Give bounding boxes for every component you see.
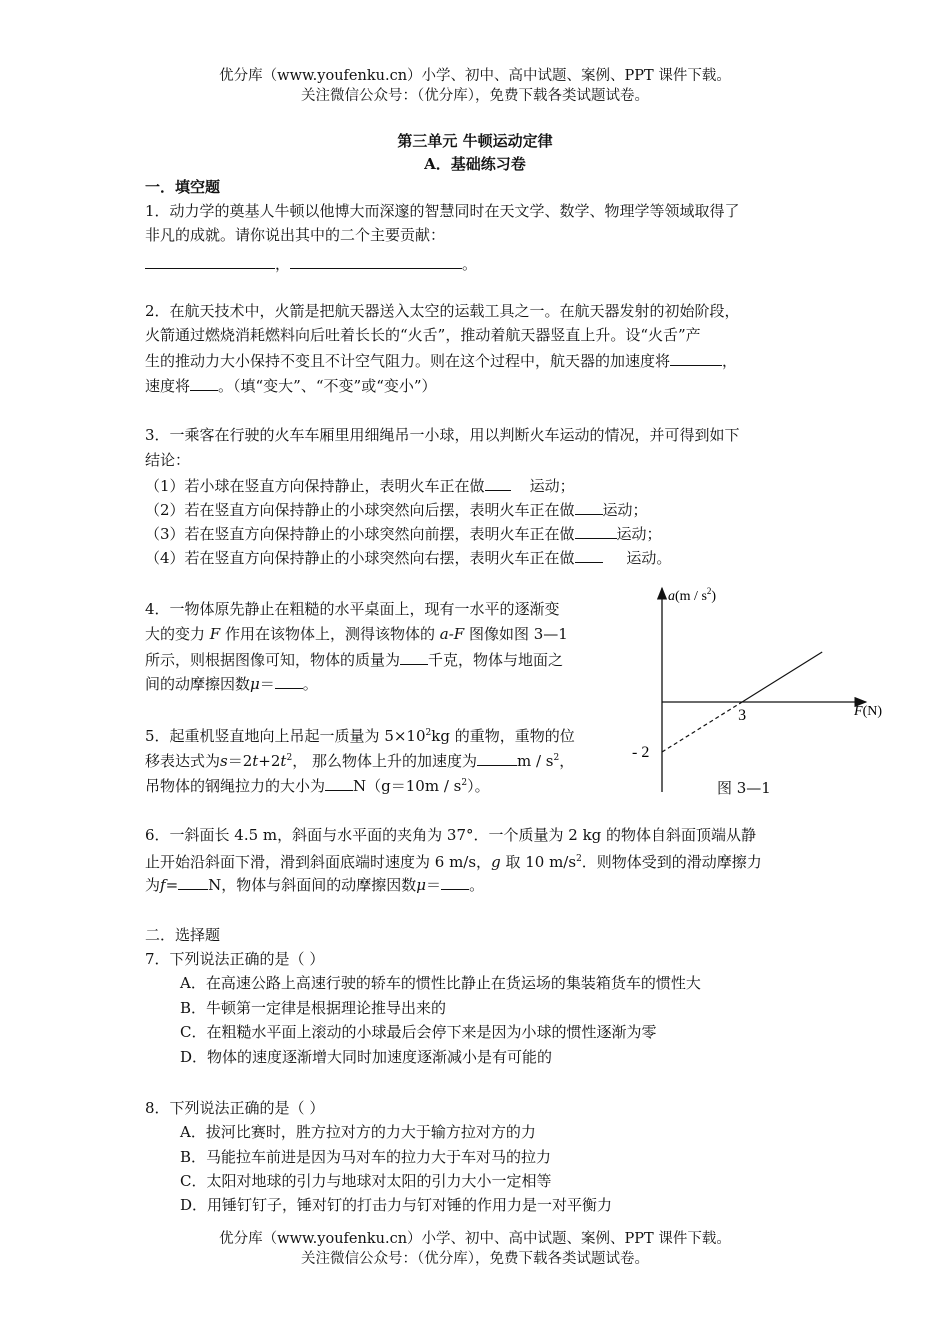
q5-l2-sup2: 2 xyxy=(553,753,560,763)
q7-option-b[interactable]: B．牛顿第一定律是根据理论推导出来的 xyxy=(180,999,447,1017)
q6-l3-c: N，物体与斜面间的动摩擦因数 xyxy=(208,876,417,894)
q2-line-2: 火箭通过燃烧消耗燃料向后吐着长长的“火舌”，推动着航天器竖直上升。设“火舌”产 xyxy=(145,326,701,344)
q3-case-3-text: （3）若在竖直方向保持静止的小球突然向前摆，表明火车正在做 xyxy=(145,525,575,543)
section-1-heading: 一．填空题 xyxy=(145,178,221,196)
q6-l2-sup: 2 xyxy=(576,854,582,864)
y-axis-label: $a(m / s^2)$ xyxy=(668,586,717,604)
q5-line-3 xyxy=(145,772,490,797)
q2-line-3 xyxy=(145,349,737,372)
q5-blank-acceleration[interactable] xyxy=(477,749,517,766)
q4-l3-b: 千克，物体与地面之 xyxy=(428,651,564,669)
q3-case-3 xyxy=(145,522,662,545)
q7-option-d[interactable]: D．物体的速度逐渐增大同时加速度逐渐减小是有可能的 xyxy=(180,1048,553,1066)
q3-case-2-text: （2）若在竖直方向保持静止的小球突然向后摆，表明火车正在做 xyxy=(145,501,575,519)
q6-line-1: 6．一斜面长 4.5 m，斜面与水平面的夹角为 37°．一个质量为 2 kg 的物体自斜面顶端从静 xyxy=(145,826,757,844)
q4-l2-F: F xyxy=(209,625,221,643)
q4-line-3 xyxy=(145,648,563,671)
q6-blank-friction[interactable] xyxy=(178,873,208,890)
series-line-solid xyxy=(742,652,822,702)
q6-l2-c: ．则物体受到的滑动摩擦力 xyxy=(581,853,762,871)
q5-l1-a: 5．起重机竖直地向上吊起一质量为 5×10 xyxy=(145,727,426,745)
q5-l2-t2: t xyxy=(280,752,287,770)
q8-option-c[interactable]: C．太阳对地球的引力与地球对太阳的引力大小一定相等 xyxy=(180,1172,552,1190)
q1-line-2: 非凡的成就。请你说出其中的二个主要贡献： xyxy=(145,226,446,244)
q4-line-4 xyxy=(145,672,318,695)
q4-l2-b: 作用在该物体上，测得该物体的 xyxy=(225,625,436,643)
q5-l2-e: m / s xyxy=(516,752,554,770)
q1-separator: ， xyxy=(275,255,291,273)
q4-blank-mass[interactable] xyxy=(400,648,428,665)
q4-l2-c: 图像如图 3—1 xyxy=(469,625,568,643)
q4-blank-mu[interactable] xyxy=(275,672,303,689)
q5-l2-a: 移表达式为 xyxy=(145,752,221,770)
q3-blank-2[interactable] xyxy=(575,498,603,515)
q4-line-2 xyxy=(145,623,568,645)
q2-blank-acceleration[interactable] xyxy=(670,349,722,366)
header-line-2: 关注微信公众号：（优分库），免费下载各类试题试卷。 xyxy=(301,88,649,104)
figure-caption: 图 3—1 xyxy=(717,779,771,797)
q3-case-2 xyxy=(145,498,648,521)
q1-line-1: 1．动力学的奠基人牛顿以他博大而深邃的智慧同时在天文学、数学、物理学等领域取得了 xyxy=(145,202,740,220)
q7-stem: 7．下列说法正确的是（ ） xyxy=(145,950,325,968)
q2-line-1: 2．在航天技术中，火箭是把航天器送入太空的运载工具之一。在航天器发射的初始阶段， xyxy=(145,302,740,320)
q6-line-2 xyxy=(145,848,762,873)
q1-blank-2[interactable] xyxy=(290,252,462,269)
q7-option-c[interactable]: C．在粗糙水平面上滚动的小球最后会停下来是因为小球的惯性逐渐为零 xyxy=(180,1023,657,1041)
section-2-heading: 二．选择题 xyxy=(145,926,221,944)
q4-l3-a: 所示，则根据图像可知，物体的质量为 xyxy=(145,651,401,669)
q5-l3-c: ）。 xyxy=(467,777,490,795)
q6-l3-d: ＝ xyxy=(426,876,442,894)
q3-case-4-end: 运动。 xyxy=(626,549,672,567)
q3-case-1-text: （1）若小球在竖直方向保持静止，表明火车正在做 xyxy=(145,477,485,495)
q8-stem: 8．下列说法正确的是（ ） xyxy=(145,1099,325,1117)
q6-blank-mu[interactable] xyxy=(441,873,469,890)
q5-l2-b: ＝2 xyxy=(227,752,253,770)
q5-l3-sup: 2 xyxy=(461,778,468,788)
q2-line-4 xyxy=(145,374,437,397)
unit-title: 第三单元 牛顿运动定律 xyxy=(397,132,553,150)
q2-line-3-end: ， xyxy=(722,352,738,370)
y-tick-label: - 2 xyxy=(632,744,650,761)
q6-l3-e: 。 xyxy=(469,876,485,894)
q1-end: 。 xyxy=(462,255,478,273)
q3-case-1 xyxy=(145,474,575,497)
q6-l3-f: f xyxy=(160,876,166,894)
q2-line-3-text: 生的推动力大小保持不变且不计空气阻力。则在这个过程中，航天器的加速度将 xyxy=(145,352,671,370)
q1-blank-1[interactable] xyxy=(145,252,275,269)
q4-line-1: 4．一物体原先静止在粗糙的水平桌面上，现有一水平的逐渐变 xyxy=(145,600,560,618)
q5-l1-sup: 2 xyxy=(425,728,432,738)
q1-answer-line xyxy=(145,252,477,275)
paper-subtitle: A．基础练习卷 xyxy=(424,155,526,173)
figure-3-1-chart xyxy=(630,582,900,797)
q8-option-d[interactable]: D．用锤钉钉子，锤对钉的打击力与钉对锤的作用力是一对平衡力 xyxy=(180,1196,613,1214)
q5-l2-s: s xyxy=(220,752,228,770)
q3-blank-4[interactable] xyxy=(575,546,603,563)
footer-line-1: 优分库（www.youfenku.cn）小学、初中、高中试题、案例、PPT 课件下载。 xyxy=(219,1231,731,1247)
q5-line-1 xyxy=(145,722,575,747)
q5-l2-f: ， xyxy=(559,752,575,770)
q3-line-1: 3．一乘客在行驶的火车车厢里用细绳吊一小球，用以判断火车运动的情况，并可得到如下 xyxy=(145,426,740,444)
q6-l2-a: 止开始沿斜面下滑，滑到斜面底端时速度为 6 m/s， xyxy=(145,853,492,871)
q6-l3-mu: μ xyxy=(416,876,427,894)
series-line-dashed xyxy=(662,702,742,752)
q5-l2-d: ， 那么物体上升的加速度为 xyxy=(292,752,477,770)
q3-case-4 xyxy=(145,546,671,569)
q6-line-3 xyxy=(145,873,484,896)
q4-l4-c: 。 xyxy=(302,675,318,693)
q6-l3-a: 为 xyxy=(145,876,161,894)
header-line-1: 优分库（www.youfenku.cn）小学、初中、高中试题、案例、PPT 课件下载。 xyxy=(219,68,731,84)
q3-case-3-end: 运动； xyxy=(616,525,662,543)
q5-l2-sup: 2 xyxy=(286,753,293,763)
q5-l2-t: t xyxy=(252,752,259,770)
q5-blank-tension[interactable] xyxy=(325,774,353,791)
q2-line-4-start: 速度将 xyxy=(145,377,191,395)
q3-blank-3[interactable] xyxy=(575,522,617,539)
footer-line-2: 关注微信公众号：（优分库），免费下载各类试题试卷。 xyxy=(301,1251,649,1267)
q5-l1-b: kg 的重物，重物的位 xyxy=(431,727,575,745)
q5-line-2 xyxy=(145,747,574,772)
q6-l3-b: = xyxy=(165,876,179,894)
q4-l2-a: 大的变力 xyxy=(145,625,206,643)
q4-l4-b: ＝ xyxy=(259,675,275,693)
x-axis-label: F(N) xyxy=(854,704,882,719)
x-tick-label: 3 xyxy=(738,707,747,724)
q3-case-2-end: 运动； xyxy=(602,501,648,519)
q5-l3-b: N（g＝10m / s xyxy=(353,777,462,795)
q8-option-b[interactable]: B．马能拉车前进是因为马对车的拉力大于车对马的拉力 xyxy=(180,1148,552,1166)
q8-option-a[interactable]: A．拔河比赛时，胜方拉对方的力大于输方拉对方的力 xyxy=(180,1123,536,1141)
q6-l2-b: 取 10 m/s xyxy=(505,853,577,871)
q5-l3-a: 吊物体的钢绳拉力的大小为 xyxy=(145,777,326,795)
q2-blank-velocity[interactable] xyxy=(190,374,218,391)
q4-l4-a: 间的动摩擦因数 xyxy=(145,675,251,693)
q3-blank-1[interactable] xyxy=(485,474,511,491)
q3-case-4-text: （4）若在竖直方向保持静止的小球突然向右摆，表明火车正在做 xyxy=(145,549,575,567)
q5-l2-c: +2 xyxy=(258,752,281,770)
q3-case-1-end: 运动； xyxy=(529,477,575,495)
q4-l4-mu: μ xyxy=(250,675,260,693)
q4-l2-aF: a-F xyxy=(439,625,465,643)
q7-option-a[interactable]: A．在高速公路上高速行驶的轿车的惯性比静止在货运场的集装箱货车的惯性大 xyxy=(180,974,701,992)
q3-line-2: 结论： xyxy=(145,451,191,469)
q2-line-4-end: 。（填“变大”、“不变”或“变小”） xyxy=(218,377,437,395)
q6-l2-g: g xyxy=(491,853,501,871)
